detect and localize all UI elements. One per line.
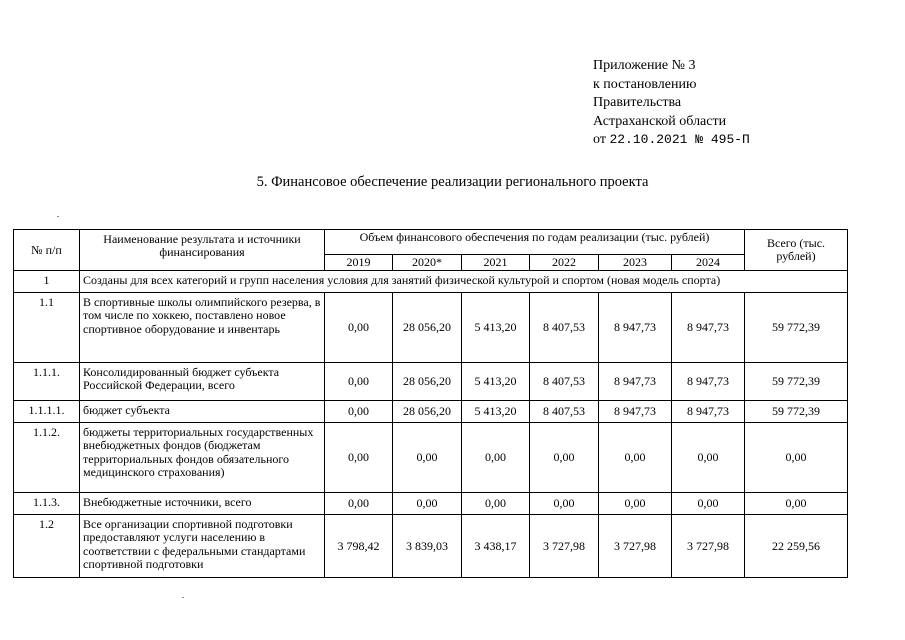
row-value: 0,00	[462, 493, 530, 515]
financing-table	[13, 229, 848, 578]
header-year: 2021	[462, 255, 530, 271]
row-value: 5 413,20	[462, 363, 530, 401]
appendix-date-prefix: от	[593, 132, 606, 147]
row-value: 0,00	[325, 493, 393, 515]
scan-speck	[57, 216, 59, 217]
row-value: 3 727,98	[530, 515, 599, 578]
header-total: Всего (тыс. рублей)	[745, 230, 848, 271]
row-value: 8 947,73	[599, 401, 672, 423]
row-value: 8 407,53	[530, 401, 599, 423]
table-row	[14, 401, 848, 423]
row-num: 1.1.1.	[14, 363, 80, 401]
section-row-text: Созданы для всех категорий и групп населения условия для занятий физической культурой и спортом (новая модель спорта)	[80, 271, 848, 293]
row-value: 3 727,98	[672, 515, 745, 578]
header-name: Наименование результата и источники финансирования	[80, 230, 325, 271]
row-total: 0,00	[745, 423, 848, 493]
row-value: 28 056,20	[393, 293, 462, 363]
appendix-date-number: 22.10.2021 № 495-П	[609, 132, 750, 147]
header-row-1	[14, 230, 848, 255]
row-value: 3 727,98	[599, 515, 672, 578]
row-value: 8 947,73	[599, 293, 672, 363]
table-row	[14, 515, 848, 578]
header-year: 2019	[325, 255, 393, 271]
row-num: 1.2	[14, 515, 80, 578]
section-row-num: 1	[14, 271, 80, 293]
row-value: 8 947,73	[672, 401, 745, 423]
row-value: 0,00	[325, 423, 393, 493]
appendix-date-line	[593, 131, 750, 150]
row-value: 8 947,73	[672, 363, 745, 401]
row-name: Все организации спортивной подготовки предоставляют услуги населению в соответствии с федеральными стандартами спортивной подготовки	[80, 515, 325, 578]
row-value: 8 407,53	[530, 293, 599, 363]
row-total: 59 772,39	[745, 401, 848, 423]
row-name: Внебюджетные источники, всего	[80, 493, 325, 515]
table-row	[14, 363, 848, 401]
row-value: 0,00	[462, 423, 530, 493]
row-num: 1.1.2.	[14, 423, 80, 493]
header-year: 2022	[530, 255, 599, 271]
row-value: 0,00	[599, 423, 672, 493]
row-value: 8 947,73	[599, 363, 672, 401]
row-value: 0,00	[599, 493, 672, 515]
row-num: 1.1.3.	[14, 493, 80, 515]
row-name: бюджет субъекта	[80, 401, 325, 423]
row-value: 0,00	[325, 401, 393, 423]
section-row	[14, 271, 848, 293]
row-value: 0,00	[530, 493, 599, 515]
appendix-line-4: Астраханской области	[593, 113, 727, 129]
row-num: 1.1.1.1.	[14, 401, 80, 423]
row-value: 5 413,20	[462, 401, 530, 423]
appendix-line-2: к постановлению	[593, 76, 697, 92]
row-value: 0,00	[672, 423, 745, 493]
row-value: 0,00	[325, 363, 393, 401]
row-name: Консолидированный бюджет субъекта Российской Федерации, всего	[80, 363, 325, 401]
table-row	[14, 293, 848, 363]
row-name: В спортивные школы олимпийского резерва, в том числе по хоккею, поставлено новое спортивное оборудование и инвентарь	[80, 293, 325, 363]
row-value: 28 056,20	[393, 363, 462, 401]
row-name: бюджеты территориальных государственных внебюджетных фондов (бюджетам территориальных фондов обязательного медицинского страхования)	[80, 423, 325, 493]
header-num: № п/п	[14, 230, 80, 271]
appendix-block	[593, 57, 750, 150]
header-year: 2020*	[393, 255, 462, 271]
header-volume: Объем финансового обеспечения по годам реализации (тыс. рублей)	[325, 230, 745, 255]
row-value: 28 056,20	[393, 401, 462, 423]
table-row	[14, 423, 848, 493]
row-value: 8 947,73	[672, 293, 745, 363]
row-total: 59 772,39	[745, 363, 848, 401]
scan-speck	[182, 597, 184, 598]
row-value: 0,00	[672, 493, 745, 515]
appendix-line-1: Приложение № 3	[593, 58, 696, 73]
header-year: 2024	[672, 255, 745, 271]
row-total: 22 259,56	[745, 515, 848, 578]
row-value: 3 798,42	[325, 515, 393, 578]
row-value: 0,00	[393, 493, 462, 515]
row-num: 1.1	[14, 293, 80, 363]
row-value: 0,00	[325, 293, 393, 363]
row-total: 59 772,39	[745, 293, 848, 363]
header-year: 2023	[599, 255, 672, 271]
table-row	[14, 493, 848, 515]
row-value: 8 407,53	[530, 363, 599, 401]
row-value: 0,00	[530, 423, 599, 493]
row-value: 3 438,17	[462, 515, 530, 578]
row-value: 3 839,03	[393, 515, 462, 578]
row-value: 5 413,20	[462, 293, 530, 363]
section-title: 5. Финансовое обеспечение реализации регионального проекта	[256, 174, 649, 190]
row-total: 0,00	[745, 493, 848, 515]
row-value: 0,00	[393, 423, 462, 493]
appendix-line-3: Правительства	[593, 95, 682, 110]
